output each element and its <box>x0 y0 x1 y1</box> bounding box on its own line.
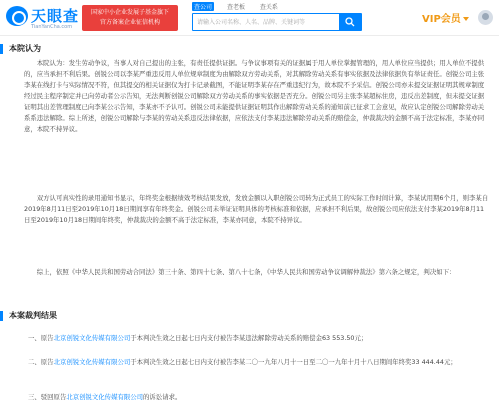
tab-company[interactable]: 查公司 <box>194 4 213 11</box>
promo-line-2: 官方备案企业征信机构 <box>99 19 160 26</box>
vip-label: VIP会员 <box>422 14 461 25</box>
opinion-paragraph-2: 双方认可真实性的录用通知书显示，年终奖金根据绩效考核结果发放，发放金额以入职创锐公司转为正式员工的实际工作时间计算，李某试用期6个月，则李某自2019年8月11日至2019年10月18日期间享有年终奖金。创锐公司未举证证明具体的考核标准和依据，应承担不利后果，故创锐公司应依法支付李某2019年8月11日至2019年10月18日期间年终奖，仲裁裁决的金额不高于法定标准，李某亦同意，本院不持异议。 <box>24 194 489 224</box>
vip-menu[interactable] <box>422 10 469 25</box>
promo-banner[interactable] <box>82 5 178 31</box>
result-item-2-prefix: 二、原告 <box>28 358 54 366</box>
top-header <box>0 0 499 36</box>
company-link[interactable]: 北京创锐文化传媒有限公司 <box>66 393 144 401</box>
result-item-3-suffix: 的诉讼请求。 <box>143 393 182 401</box>
result-item-1-suffix: 于本判决生效之日起七日内支付被告李某违法解除劳动关系的赔偿金63 553.50元； <box>130 334 368 342</box>
avatar[interactable] <box>478 10 493 25</box>
search-icon <box>345 17 355 27</box>
search-tabs <box>192 2 289 12</box>
result-item-3-prefix: 三、驳回原告 <box>28 393 67 401</box>
section-title-court-opinion: 本院认为 <box>0 43 41 55</box>
promo-line-1: 国家中小企业发展子基金旗下 <box>90 9 169 16</box>
company-link[interactable]: 北京创锐文化传媒有限公司 <box>53 358 131 366</box>
logo-domain: TianYanCha.com <box>31 24 73 30</box>
result-item-1-prefix: 一、原告 <box>28 334 54 342</box>
search-input[interactable] <box>193 14 339 30</box>
opinion-paragraph-1: 本院认为：发生劳动争议，当事人对自己提出的主张，有责任提供证据。与争议事项有关的证据属于用人单位掌握管理的，用人单位应当提供；用人单位不提供的，应当承担不利后果。创锐公司以李某严重违反用人单位规章制度为由解除双方劳动关系，对其解除劳动关系有事实依据及法律依据负有举证责任。创锐公司主张李某在线打卡与实际情况不符，但其提交的相关证据仅为打卡记录截图，不能证明李某存在严重违纪行为，故本院不予采信。创锐公司亦未提交证据证明其规章制度经过民主程序制定并已向劳动者公示告知，无法判断创锐公司解除双方劳动关系的事实依据是否充分。创锐公司另主张李某超标住房，违反出差制度，但未提交证据证明其出差管理制度已向李某公示告知，李某亦不予认可。创锐公司未能提供证据证明其作出解除劳动关系的通知前已征求工会意见，故应认定创锐公司解除劳动关系系违法解除。综上所述，创锐公司解除与李某的劳动关系违反法律依据，应依法支付李某违法解除劳动关系的赔偿金，仲裁裁决的金额不高于法定标准，李某亦同意，本院不持异议。 <box>24 59 485 133</box>
eye-logo-icon <box>6 6 28 26</box>
opinion-paragraph-3: 综上，依照《中华人民共和国劳动合同法》第三十条、第四十七条、第八十七条，《中华人民共和国劳动争议调解仲裁法》第六条之规定，判决如下： <box>36 268 456 276</box>
search-button[interactable] <box>339 14 361 30</box>
logo[interactable] <box>6 4 80 32</box>
result-item-1 <box>28 333 494 344</box>
search-box <box>192 13 362 31</box>
section-title-judgment-result: 本案裁判结果 <box>0 310 57 322</box>
logo-name: 天眼查 <box>31 7 80 25</box>
result-item-3 <box>28 392 494 403</box>
chevron-down-icon <box>463 17 469 21</box>
result-item-2-suffix: 于本判决生效之日起七日内支付被告李某二〇一九年八月十一日至二〇一九年十月十八日期间年终奖33 444.44元； <box>130 358 457 366</box>
tab-relation[interactable]: 查关系 <box>259 4 278 11</box>
judgment-content <box>0 37 499 416</box>
tab-boss[interactable]: 查老板 <box>226 4 245 11</box>
company-link[interactable]: 北京创锐文化传媒有限公司 <box>53 334 131 342</box>
result-item-2 <box>28 357 494 368</box>
